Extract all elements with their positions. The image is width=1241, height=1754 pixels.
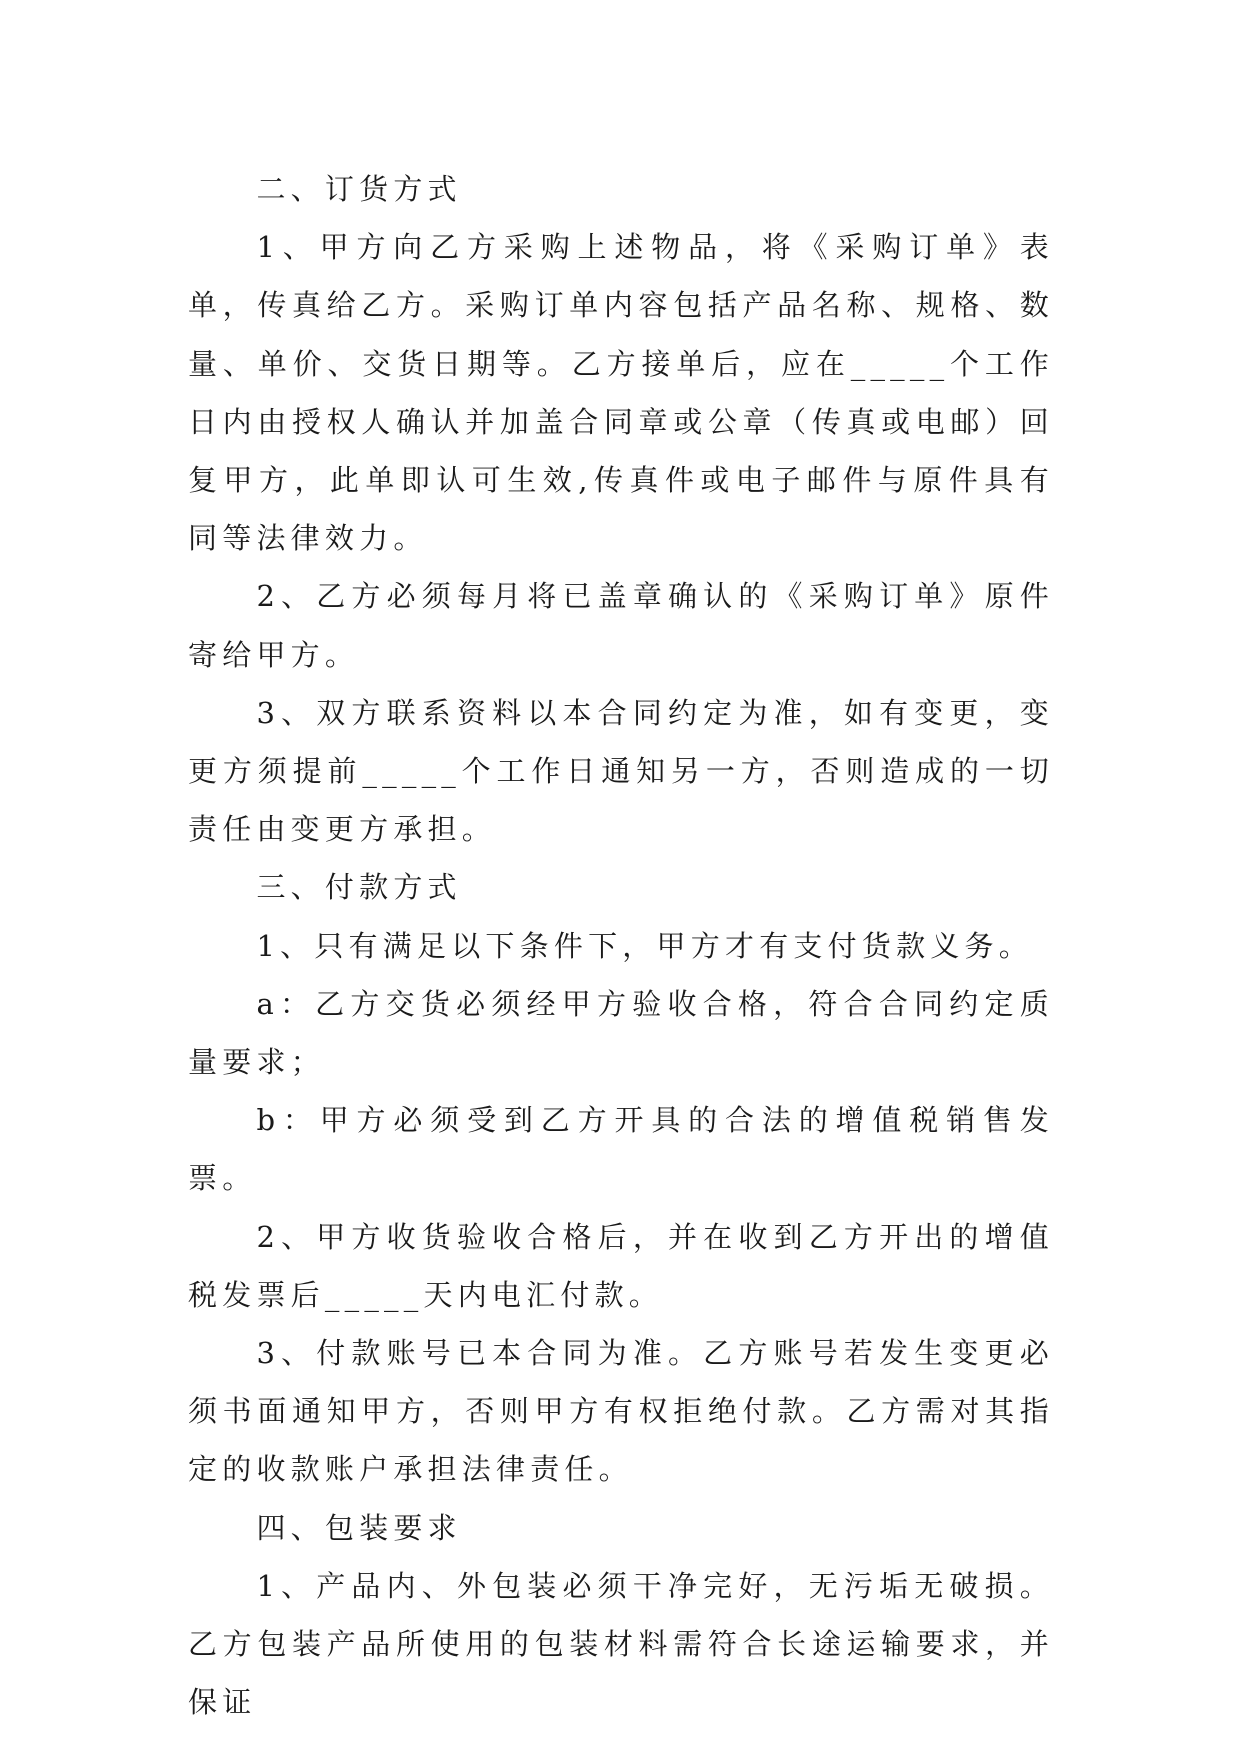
- clause-payment-1: 1、只有满足以下条件下，甲方才有支付货款义务。: [256, 928, 1033, 963]
- clause-ordering-3: 3、双方联系资料以本合同约定为准，如有变更，变更方须提前_____个工作日通知另一方，否则造成的一切责任由变更方承担。: [188, 695, 1054, 847]
- document-body: [188, 160, 1054, 1731]
- clause-ordering-2: 2、乙方必须每月将已盖章确认的《采购订单》原件寄给甲方。: [188, 579, 1054, 672]
- section-heading-packaging: 四、包装要求: [256, 1510, 462, 1545]
- section-heading-payment: 三、付款方式: [256, 870, 462, 905]
- clause-packaging-1: 1、产品内、外包装必须干净完好，无污垢无破损。乙方包装产品所使用的包装材料需符合长途运输要求，并保证: [188, 1568, 1054, 1720]
- clause-payment-1b: b：甲方必须受到乙方开具的合法的增值税销售发票。: [188, 1103, 1054, 1196]
- clause-payment-2: 2、甲方收货验收合格后，并在收到乙方开出的增值税发票后_____天内电汇付款。: [188, 1219, 1054, 1312]
- clause-payment-1a: a：乙方交货必须经甲方验收合格，符合合同约定质量要求；: [188, 986, 1054, 1080]
- clause-payment-3: 3、付款账号已本合同为准。乙方账号若发生变更必须书面通知甲方，否则甲方有权拒绝付款。乙方需对其指定的收款账户承担法律责任。: [188, 1336, 1054, 1487]
- section-heading-ordering: 二、订货方式: [256, 172, 462, 206]
- clause-ordering-1: 1、甲方向乙方采购上述物品，将《采购订单》表单，传真给乙方。采购订单内容包括产品名称、规格、数量、单价、交货日期等。乙方接单后，应在_____个工作日内由授权人确认并加盖合同章或公章（传真或电邮）回复甲方，此单即认可生效,传真件或电子邮件与原件具有同等法律效力。: [188, 230, 1054, 556]
